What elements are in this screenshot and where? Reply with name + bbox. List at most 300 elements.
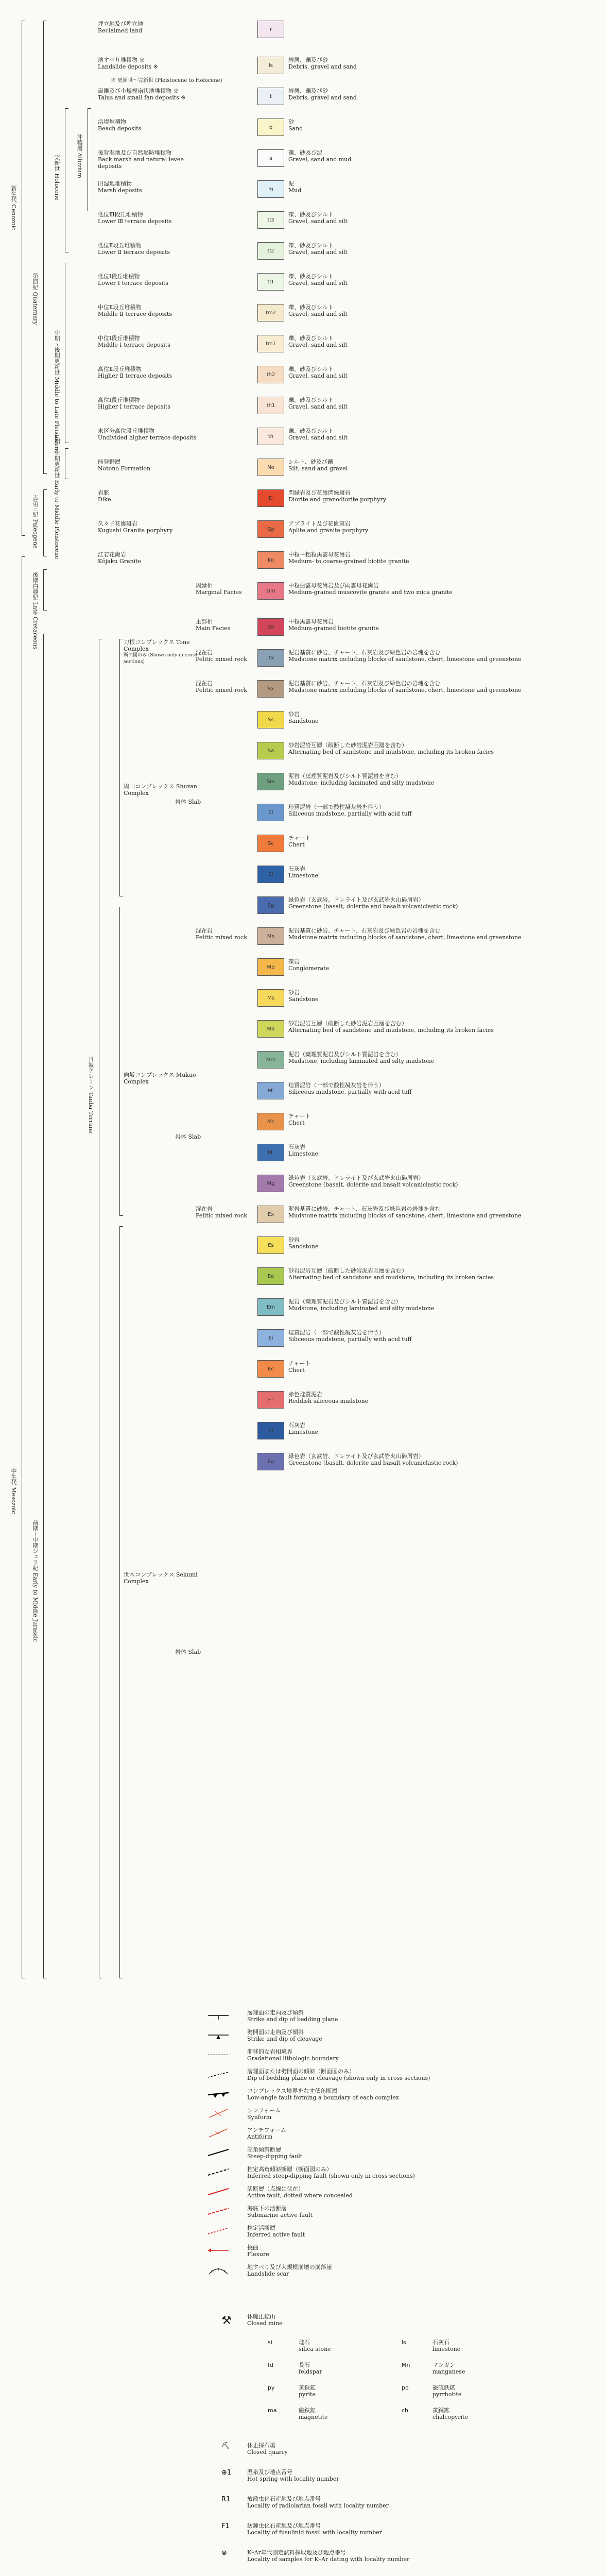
- unit-box-a: a: [257, 149, 284, 167]
- unit-desc-jp: シルト、砂及び礫: [288, 459, 333, 465]
- symbol-desc: [247, 2088, 582, 2101]
- mineral-en: limestone: [432, 2346, 461, 2352]
- unit-name-gm: [196, 582, 255, 596]
- unit-box-eg: Eg: [257, 1453, 284, 1470]
- epoch-pleistocene-early-mid: 前期〜中期更新世 Early to Middle Pleistocene: [54, 433, 60, 560]
- unit-name-en: Reclaimed land: [98, 27, 143, 34]
- unit-name-jp: 久々子花崗斑岩: [98, 520, 137, 527]
- unit-name-jp: チャート: [288, 1360, 311, 1367]
- unit-desc-en: Gravel, sand and silt: [288, 311, 348, 317]
- symbol-desc-en: Steep-dipping fault: [247, 2153, 303, 2160]
- symbol-row: [206, 2127, 287, 2141]
- flexure-icon: [206, 2244, 231, 2257]
- bracket-mukuo: [119, 907, 120, 1216]
- unit-box-sx: Sx: [257, 680, 284, 698]
- unit-name-sx: [196, 680, 255, 693]
- unit-name-jp: 浜堤堆積物: [98, 118, 126, 125]
- unit-name-en: Higher Ⅱ terrace deposits: [98, 372, 172, 379]
- unit-name-jp: 緑色岩（玄武岩、ドレライト及び玄武岩火山砕屑岩）: [288, 1453, 424, 1460]
- unit-box-ma: Ma: [257, 1020, 284, 1038]
- symbol-desc-en: Strike and dip of cleavage: [247, 2036, 322, 2042]
- unit-name-el: [288, 1422, 597, 1435]
- mineral-abbr: py: [268, 2384, 275, 2391]
- symbol-desc-jp: 海底下の活断層: [247, 2205, 287, 2212]
- unit-desc-en: Gravel, sand and silt: [288, 403, 348, 410]
- unit-name-ei: [288, 1329, 597, 1343]
- unit-desc-t: [288, 88, 597, 101]
- unit-box-r: r: [257, 21, 284, 38]
- unit-box-th: th: [257, 428, 284, 445]
- slab-sekumi: 岩体 Slab: [175, 1649, 201, 1655]
- unit-box-b: b: [257, 118, 284, 136]
- bracket-paleogene: [43, 489, 44, 556]
- unit-name-jp: 砂岩: [288, 989, 300, 996]
- unit-name-jp: 赤色珪質泥岩: [288, 1391, 322, 1398]
- unit-desc-en: Gravel, sand and silt: [288, 434, 348, 441]
- unit-name-en: Middle Ⅰ terrace deposits: [98, 342, 170, 348]
- unit-name-mi: [288, 1082, 597, 1095]
- unit-name-en: Back marsh and natural levee deposits: [98, 156, 184, 170]
- unit-desc-jp: 礫、砂及びシルト: [288, 304, 334, 311]
- unit-name-ec: [288, 1360, 597, 1374]
- unit-name-jp: 砂岩: [288, 1236, 300, 1243]
- unit-desc-gh: [288, 618, 597, 632]
- unit-desc-no: [288, 459, 597, 472]
- symbol-desc-en: Submarine active fault: [247, 2212, 313, 2218]
- inferred-active-fault-icon: [206, 2225, 231, 2237]
- unit-desc-en: Silt, sand and gravel: [288, 465, 348, 472]
- unit-name-jp: 崖錐及び小規模扇状地堆積物 ※: [98, 88, 179, 94]
- unit-name-jp: 未区分高位段丘堆積物: [98, 428, 154, 434]
- symbol-desc-en: Landslide scar: [247, 2270, 289, 2277]
- symbol-desc: [247, 2146, 582, 2160]
- unit-desc-jp: 礫、砂及びシルト: [288, 366, 334, 372]
- mineral-abbr: fd: [268, 2362, 273, 2368]
- locality-jp: 紡錘虫化石産地及び地点番号: [247, 2522, 321, 2529]
- unit-name-b: [98, 118, 201, 132]
- unit-desc-en: Sand: [288, 125, 303, 132]
- unit-name-jp: 砂岩: [288, 711, 300, 718]
- unit-name-gp: [98, 520, 201, 534]
- unit-name-gh: [196, 618, 255, 632]
- locality-symbol-icon: ⛏: [221, 2442, 230, 2450]
- symbol-desc-jp: 活断層（点線は伏在）: [247, 2185, 304, 2192]
- symbol-row: [206, 2029, 322, 2043]
- closed-mine-icon: ⚒: [221, 2314, 232, 2327]
- locality-en: Closed quarry: [247, 2449, 288, 2455]
- bracket-sekumi: [119, 1226, 120, 1978]
- unit-box-d: D: [257, 489, 284, 507]
- bracket-shuzan: [119, 639, 120, 896]
- unit-box-mx: Mx: [257, 927, 284, 945]
- unit-desc-jp: 礫、砂及びシルト: [288, 335, 334, 342]
- symbol-row: [206, 2166, 415, 2180]
- unit-name-jp: 能登野層: [98, 459, 120, 465]
- unit-desc-d: [288, 489, 597, 503]
- unit-name-tl2: [98, 242, 201, 256]
- unit-desc-en: Gravel, sand and silt: [288, 280, 348, 286]
- unit-box-tl1: tl1: [257, 273, 284, 291]
- unit-name-jp: 低位Ⅲ段丘堆積物: [98, 211, 143, 218]
- symbol-desc: [247, 2185, 582, 2199]
- unit-name-en: Mudstone, including laminated and silty mudstone: [288, 779, 435, 786]
- unit-name-mm: [288, 1051, 597, 1064]
- unit-box-sa: Sa: [257, 742, 284, 759]
- unit-name-ms: [288, 989, 597, 1003]
- mineral-si: [268, 2339, 331, 2352]
- unit-desc-jp: 岩屑、礫及び砂: [288, 57, 328, 63]
- unit-desc-tl1: [288, 273, 597, 286]
- unit-name-en: Lower Ⅰ terrace deposits: [98, 280, 169, 286]
- unit-name-jp: 緑色岩（玄武岩、ドレライト及び玄武岩火山砕屑岩）: [288, 1175, 424, 1181]
- period-quaternary: 第四紀 Quaternary: [32, 273, 39, 325]
- unit-desc-jp: 礫、砂及びシルト: [288, 397, 334, 403]
- unit-name-en: Kōjaku Granite: [98, 558, 142, 565]
- symbol-row: [206, 2009, 338, 2024]
- unit-name-es: [288, 1236, 597, 1250]
- mineral-ls: [402, 2339, 460, 2352]
- unit-desc-jp: 泥岩基質に砂岩、チャート、石灰岩及び緑色岩の岩塊を含む: [288, 927, 441, 934]
- inferred-steep-fault-icon: [206, 2166, 231, 2178]
- mineral-jp: 長石: [299, 2362, 310, 2368]
- locality-jp: 温泉及び地点番号: [247, 2469, 292, 2476]
- unit-name-jp: 低位Ⅰ段丘堆積物: [98, 273, 140, 280]
- mineral-abbr: po: [402, 2384, 409, 2391]
- symbol-desc-en: Strike and dip of bedding plane: [247, 2016, 338, 2023]
- symbol-desc-en: Antiform: [247, 2133, 273, 2140]
- unit-desc-en: Gravel, sand and silt: [288, 249, 348, 256]
- symbol-row: [206, 2264, 332, 2278]
- unit-name-th2: [98, 366, 201, 379]
- unit-box-th1: th1: [257, 397, 284, 414]
- unit-desc-th2: [288, 366, 597, 379]
- unit-name-jp: 珪質泥岩（一部で酸性凝灰岩を伴う）: [288, 804, 385, 810]
- mineral-abbr: si: [268, 2339, 272, 2346]
- unit-name-sg: [288, 896, 597, 910]
- unit-desc-jp: 礫、砂及びシルト: [288, 428, 334, 434]
- unit-desc-tm2: [288, 304, 597, 317]
- unit-desc-ex: [288, 1206, 597, 1219]
- mineral-abbr: ch: [402, 2407, 409, 2414]
- mineral-jp: 珪石: [299, 2339, 310, 2346]
- unit-box-sg: Sg: [257, 896, 284, 914]
- unit-box-ls: ls: [257, 57, 284, 74]
- locality-en: Locality of samples for K–Ar dating with locality number: [247, 2556, 410, 2563]
- symbol-desc: [247, 2264, 582, 2277]
- unit-name-ea: [288, 1267, 597, 1281]
- mineral-jp: 黄銅鉱: [432, 2407, 449, 2414]
- symbol-row: [206, 2088, 399, 2102]
- symbol-desc: [247, 2107, 582, 2121]
- symbol-desc-en: Gradational lithologic boundary: [247, 2055, 339, 2062]
- unit-name-en: Limestone: [288, 1429, 319, 1435]
- unit-box-mi: Mi: [257, 1082, 284, 1099]
- unit-name-en: Beach deposits: [98, 125, 142, 132]
- unit-name-en: Alternating bed of sandstone and mudstone, including its broken facies: [288, 1027, 494, 1033]
- symbol-desc-en: Synform: [247, 2114, 272, 2121]
- unit-name-jp: 中位Ⅰ段丘堆積物: [98, 335, 140, 342]
- unit-name-en: Mudstone, including laminated and silty mudstone: [288, 1058, 435, 1064]
- unit-name-en: Landslide deposits ※: [98, 63, 158, 70]
- unit-name-r: [98, 21, 201, 34]
- unit-name-en: Undivided higher terrace deposits: [98, 434, 197, 441]
- unit-desc-jp: 泥岩基質に砂岩、チャート、石灰岩及び緑色岩の岩塊を含む: [288, 680, 441, 687]
- antiform-icon: [206, 2127, 231, 2139]
- period-early-mid-jurassic: 前期〜中期ジュラ紀 Early to Middle Jurassic: [32, 1520, 39, 1642]
- symbol-desc: [247, 2205, 582, 2218]
- unit-name-en: Pelitic mixed rock: [196, 1212, 247, 1219]
- symbol-desc: [247, 2029, 582, 2042]
- unit-name-sc: [288, 835, 597, 848]
- unit-box-gh: Gh: [257, 618, 284, 636]
- mineral-en: magnetite: [299, 2414, 328, 2420]
- unit-desc-en: Mudstone matrix including blocks of sandstone, chert, limestone and greenstone: [288, 1212, 522, 1219]
- symbol-desc-jp: 推定高角傾斜断層（断面図のみ）: [247, 2166, 332, 2173]
- unit-box-tl2: tl2: [257, 242, 284, 260]
- unit-box-ea: Ea: [257, 1267, 284, 1285]
- unit-name-en: Reddish siliceous mudstone: [288, 1398, 369, 1404]
- locality-desc: [247, 2522, 582, 2536]
- unit-name-jp: 混在岩: [196, 680, 213, 687]
- unit-name-en: Lower Ⅲ terrace deposits: [98, 218, 172, 225]
- mineral-jp: マンガン: [432, 2362, 455, 2368]
- unit-name-jp: 後背湿地及び自然堤防堆積物: [98, 149, 171, 156]
- tone-complex: [124, 639, 201, 666]
- slab-mukuo: 岩体 Slab: [175, 1133, 201, 1140]
- unit-name-en: Pelitic mixed rock: [196, 656, 247, 663]
- unit-name-d: [98, 489, 201, 503]
- unit-desc-en: Mudstone matrix including blocks of sandstone, chert, limestone and greenstone: [288, 934, 522, 941]
- pleisto-holo-note: ※ 更新世〜完新世 (Pleistocene to Holocene): [111, 78, 222, 83]
- unit-name-jp: 礫岩: [288, 958, 300, 965]
- mineral-en: chalcopyrite: [432, 2414, 469, 2420]
- unit-desc-jp: 礫、砂及びシルト: [288, 242, 334, 249]
- unit-name-en: Siliceous mudstone, partially with acid tuff: [288, 810, 412, 817]
- mineral-fd: [268, 2362, 322, 2375]
- unit-desc-en: Gravel, sand and silt: [288, 342, 348, 348]
- symbol-desc-en: Dip of bedding plane or cleavage (shown only in cross sections): [247, 2075, 430, 2081]
- unit-desc-en: Gravel, sand and silt: [288, 372, 348, 379]
- unit-name-jp: 砂岩泥岩互層（破断した砂岩泥岩互層を含む）: [288, 1020, 407, 1027]
- unit-box-tm1: tm1: [257, 335, 284, 352]
- shuzan-complex: [124, 783, 201, 796]
- unit-desc-jp: 中粒白雲母花崗岩及び両雲母花崗岩: [288, 582, 379, 589]
- unit-name-jp: 緑色岩（玄武岩、ドレライト及び玄武岩火山砕屑岩）: [288, 896, 424, 903]
- unit-box-er: Er: [257, 1391, 284, 1409]
- unit-name-en: Pelitic mixed rock: [196, 934, 247, 941]
- unit-box-mg: Mg: [257, 1175, 284, 1192]
- symbol-desc-en: Inferred steep-dipping fault (shown only in cross sections): [247, 2173, 415, 2179]
- unit-name-em: [288, 1298, 597, 1312]
- unit-desc-en: Aplite and granite porphyry: [288, 527, 369, 534]
- unit-name-jp: 石灰岩: [288, 1422, 305, 1429]
- unit-name-er: [288, 1391, 597, 1404]
- mineral-jp: 石灰石: [432, 2339, 449, 2346]
- unit-name-mx: [196, 927, 255, 941]
- unit-name-jp: 主部相: [196, 618, 213, 625]
- locality-en: Locality of radiolarian fossil with locality number: [247, 2502, 389, 2509]
- unit-name-ma: [288, 1020, 597, 1033]
- locality-en: Hot spring with locality number: [247, 2476, 339, 2482]
- unit-name-mg: [288, 1175, 597, 1188]
- locality-jp: 放散虫化石産地及び地点番号: [247, 2496, 321, 2502]
- unit-box-ei: Ei: [257, 1329, 284, 1347]
- mines-title-en: Closed mine: [247, 2320, 283, 2327]
- unit-name-en: Marginal Facies: [196, 589, 242, 596]
- unit-name-en: Mudstone, including laminated and silty mudstone: [288, 1305, 435, 1312]
- mineral-jp: 磁硫鉄鉱: [432, 2384, 455, 2391]
- symbol-desc-jp: アンチフォーム: [247, 2127, 287, 2133]
- symbol-desc: [247, 2068, 582, 2081]
- unit-name-jp: 高位Ⅰ段丘堆積物: [98, 397, 140, 403]
- symbol-desc: [247, 2048, 582, 2062]
- unit-name-en: Greenstone (basalt, dolerite and basalt volcaniclastic rock): [288, 1460, 458, 1466]
- symbol-desc-en: Active fault, dotted where concealed: [247, 2192, 353, 2199]
- unit-name-en: Chert: [288, 841, 305, 848]
- locality-symbol-icon: F1: [221, 2522, 230, 2530]
- unit-box-m: m: [257, 180, 284, 198]
- epoch-holocene: 完新世 Holocene: [54, 155, 60, 201]
- low-angle-fault-icon: [206, 2088, 231, 2100]
- mukuo-complex: [124, 1072, 201, 1085]
- unit-name-jp: 埋立地及び埋立地: [98, 21, 143, 27]
- synform-icon: [206, 2107, 231, 2120]
- unit-desc-jp: 泥岩基質に砂岩、チャート、石灰岩及び緑色岩の岩塊を含む: [288, 649, 441, 656]
- unit-desc-en: Mudstone matrix including blocks of sandstone, chert, limestone and greenstone: [288, 656, 522, 663]
- steep-fault-icon: [206, 2146, 231, 2159]
- unit-name-en: Lower Ⅱ terrace deposits: [98, 249, 170, 256]
- unit-box-es: Es: [257, 1236, 284, 1254]
- mineral-po: [402, 2384, 461, 2398]
- unit-name-en: Sandstone: [288, 718, 319, 724]
- epoch-pleistocene-mid-late: 中期〜後期更新世 Middle to Late Pleistocene: [54, 330, 60, 454]
- unit-name-jp: 岩脈: [98, 489, 109, 496]
- unit-name-jp: 泥岩（葉理質泥岩及びシルト質泥岩を含む）: [288, 1298, 402, 1305]
- unit-name-en: Pelitic mixed rock: [196, 687, 247, 693]
- symbol-row: [206, 2185, 353, 2200]
- symbol-row: [206, 2107, 281, 2122]
- unit-desc-th1: [288, 397, 597, 410]
- unit-box-gp: Gp: [257, 520, 284, 538]
- unit-name-t: [98, 88, 201, 101]
- unit-desc-sx: [288, 680, 597, 693]
- unit-name-en: Kugushi Granite porphyry: [98, 527, 173, 534]
- unit-box-ml: Ml: [257, 1144, 284, 1161]
- dip-cross-section-icon: [206, 2068, 231, 2080]
- mineral-en: pyrite: [299, 2391, 316, 2398]
- active-fault-icon: [206, 2185, 231, 2198]
- bracket-late-cretaceous: [43, 569, 44, 611]
- unit-name-jp: 低位Ⅱ段丘堆積物: [98, 242, 142, 249]
- mineral-abbr: Mn: [402, 2362, 410, 2368]
- locality-desc: [247, 2549, 582, 2563]
- strike-dip-bedding-icon: [206, 2009, 231, 2022]
- unit-name-en: Talus and small fan deposits ※: [98, 94, 186, 101]
- unit-name-th: [98, 428, 201, 441]
- unit-box-tx: Tx: [257, 649, 284, 667]
- unit-name-jp: チャート: [288, 1113, 311, 1120]
- symbol-row: [206, 2225, 305, 2239]
- unit-box-tm2: tm2: [257, 304, 284, 321]
- shuzan-complex-label: 周山コンプレックス Shuzan Complex: [124, 783, 197, 796]
- locality-jp: K–Ar年代測定試料採取地及び地点番号: [247, 2549, 346, 2556]
- symbol-row: [206, 2244, 269, 2259]
- unit-desc-en: Debris, gravel and sand: [288, 94, 357, 101]
- symbol-desc-en: Flexure: [247, 2251, 269, 2258]
- unit-box-tl3: tl3: [257, 211, 284, 229]
- unit-box-si: Si: [257, 804, 284, 821]
- unit-name-tl1: [98, 273, 201, 286]
- unit-name-en: Greenstone (basalt, dolerite and basalt volcaniclastic rock): [288, 1181, 458, 1188]
- mineral-en: pyrrhotite: [432, 2391, 462, 2398]
- unit-name-jp: 砂岩泥岩互層（破断した砂岩泥岩互層を含む）: [288, 742, 407, 749]
- symbol-desc-jp: シンフォーム: [247, 2107, 281, 2114]
- unit-desc-jp: 岩屑、礫及び砂: [288, 88, 328, 94]
- unit-box-sc: Sc: [257, 835, 284, 852]
- unit-name-jp: 混在岩: [196, 927, 213, 934]
- unit-desc-jp: アプライト及び花崗斑岩: [288, 520, 351, 527]
- unit-name-jp: 高位Ⅱ段丘堆積物: [98, 366, 142, 372]
- unit-box-ex: Ex: [257, 1206, 284, 1223]
- unit-desc-ls: [288, 57, 597, 70]
- unit-name-en: Notono Formation: [98, 465, 151, 472]
- unit-box-mb: Mb: [257, 958, 284, 976]
- symbol-desc-jp: 層理面の走向及び傾斜: [247, 2009, 304, 2016]
- unit-desc-tm1: [288, 335, 597, 348]
- unit-name-en: Chert: [288, 1367, 305, 1374]
- unit-name-a: [98, 149, 201, 170]
- slab-shuzan: 岩体 Slab: [175, 799, 201, 805]
- unit-box-gm: Gm: [257, 582, 284, 600]
- unit-name-jp: 珪質泥岩（一部で酸性凝灰岩を伴う）: [288, 1329, 385, 1336]
- symbol-desc: [247, 2244, 582, 2258]
- unit-box-sm: Sm: [257, 773, 284, 790]
- symbol-row: [206, 2205, 313, 2219]
- unit-desc-jp: 閃緑岩及び花崗閃緑斑岩: [288, 489, 351, 496]
- symbol-desc-jp: 劈開面の走向及び傾斜: [247, 2029, 304, 2036]
- unit-box-el: El: [257, 1422, 284, 1439]
- mineral-jp: 黄鉄鉱: [299, 2384, 316, 2391]
- mines-title-jp: 休廃止鉱山: [247, 2313, 275, 2320]
- locality-symbol-icon: R1: [221, 2496, 231, 2503]
- unit-name-sm: [288, 773, 597, 786]
- symbol-row: [206, 2068, 430, 2082]
- period-late-cretaceous: 後期白亜紀 Late Cretaceous: [32, 572, 39, 649]
- unit-box-mc: Mc: [257, 1113, 284, 1130]
- unit-name-jp: 石灰岩: [288, 866, 305, 872]
- unit-desc-en: Mud: [288, 187, 302, 194]
- mineral-ma: [268, 2407, 328, 2420]
- unit-name-en: Alternating bed of sandstone and mudstone, including its broken facies: [288, 749, 494, 755]
- unit-desc-jp: 礫、砂及び泥: [288, 149, 322, 156]
- submarine-active-fault-icon: [206, 2205, 231, 2217]
- symbol-desc: [247, 2009, 582, 2023]
- unit-desc-gm: [288, 582, 597, 596]
- unit-desc-jp: 泥岩基質に砂岩、チャート、石灰岩及び緑色岩の岩塊を含む: [288, 1206, 441, 1212]
- tanba-terrane: 丹波テレーン Tanba Terrane: [88, 1056, 94, 1134]
- symbol-desc: [247, 2166, 582, 2179]
- unit-name-jp: チャート: [288, 835, 311, 841]
- locality-desc: [247, 2442, 582, 2455]
- unit-desc-m: [288, 180, 597, 194]
- unit-desc-ko: [288, 551, 597, 565]
- unit-name-jp: 混在岩: [196, 649, 213, 656]
- unit-name-en: Conglomerate: [288, 965, 329, 972]
- unit-box-sl: Sl: [257, 866, 284, 883]
- unit-name-th1: [98, 397, 201, 410]
- unit-name-jp: 珪質泥岩（一部で酸性凝灰岩を伴う）: [288, 1082, 385, 1089]
- unit-desc-tl2: [288, 242, 597, 256]
